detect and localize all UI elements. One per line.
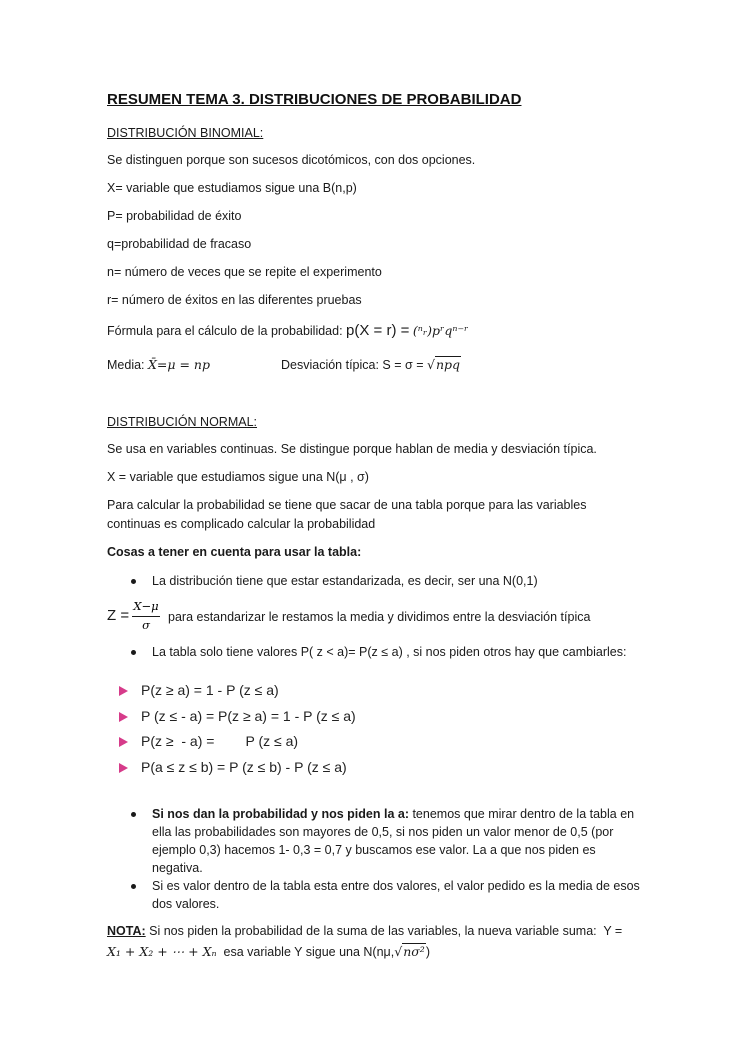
binomial-line-4: q=probabilidad de fracaso [107, 237, 252, 251]
bullet-3-line-3: ejemplo 0,3) hacemos 1- 0,3 = 0,7 y buscamos ese valor. La a que nos piden es [152, 843, 596, 857]
rule-3: P(z ≥ - a) = P (z ≤ a) [141, 733, 299, 749]
binomial-heading: DISTRIBUCIÓN BINOMIAL: [107, 126, 264, 140]
mean-value: X̄=μ = np [148, 357, 210, 372]
page-title: RESUMEN TEMA 3. DISTRIBUCIONES DE PROBABILIDAD [107, 91, 522, 108]
normal-line-3b: continuas es complicado calcular la probabilidad [107, 517, 376, 531]
binomial-sd-row [281, 357, 461, 373]
bullet-dot [131, 812, 136, 817]
formula-label: Fórmula para el cálculo de la probabilidad: [107, 324, 343, 338]
bullet-2-text: La tabla solo tiene valores P( z < a)= P(z ≤ a) , si nos piden otros hay que cambiarles: [152, 645, 627, 659]
bullet-dot [131, 579, 136, 584]
bullet-3-rest: tenemos que mirar dentro de la tabla en [408, 807, 635, 821]
rule-1: P(z ≥ a) = 1 - P (z ≤ a) [141, 682, 279, 698]
table-heading: Cosas a tener en cuenta para usar la tabla: [107, 545, 362, 559]
rule-2: P (z ≤ - a) = P(z ≥ a) = 1 - P (z ≤ a) [141, 708, 356, 724]
triangle-bullet-icon [119, 737, 128, 747]
nota-line-2 [107, 944, 430, 960]
mean-label: Media: [107, 358, 145, 372]
nota-label: NOTA: [107, 924, 146, 938]
bullet-1-text: La distribución tiene que estar estandarizada, es decir, ser una N(0,1) [152, 574, 538, 588]
bullet-3-bold: Si nos dan la probabilidad y nos piden la a: [152, 807, 409, 821]
nota-text: Si nos piden la probabilidad de la suma de las variables, la nueva variable suma: Y = [145, 924, 623, 938]
formula-lhs: p(X = r) = [346, 322, 410, 339]
sd-label: Desviación típica: S = σ = [281, 358, 424, 372]
bullet-dot [131, 650, 136, 655]
bullet-3-line-2: ella las probabilidades son mayores de 0,5, si nos piden un valor menor de 0,5 (por [152, 825, 614, 839]
z-denominator: σ [142, 618, 150, 632]
sqrt-symbol: √ [427, 357, 435, 372]
formula-rhs: (ⁿᵣ)pʳqⁿ⁻ʳ [412, 323, 469, 338]
binomial-line-2: X= variable que estudiamos sigue una B(n,p) [107, 181, 357, 195]
nota-close: ) [425, 945, 430, 959]
normal-line-3a: Para calcular la probabilidad se tiene que sacar de una tabla porque para las variables [107, 498, 587, 512]
bullet-4-line-1: Si es valor dentro de la tabla esta entre dos valores, el valor pedido es la media de esos [152, 879, 640, 893]
nota-formula: X₁ + X₂ + ⋯ + Xₙ [107, 944, 217, 959]
triangle-bullet-icon [119, 686, 128, 696]
nota-tail: esa variable Y sigue una N(nμ, [216, 945, 395, 959]
bullet-dot [131, 884, 136, 889]
nota-radicand: nσ² [403, 944, 425, 959]
binomial-line-6: r= número de éxitos en las diferentes pruebas [107, 293, 362, 307]
z-lhs: Z = [107, 607, 130, 624]
triangle-bullet-icon [119, 763, 128, 773]
bullet-3-line-4: negativa. [152, 861, 203, 875]
nota-line-1 [107, 923, 622, 939]
normal-line-2: X = variable que estudiamos sigue una N(μ , σ) [107, 470, 369, 484]
z-fraction-line [132, 616, 160, 617]
bullet-4-line-2: dos valores. [152, 897, 220, 911]
binomial-line-1: Se distinguen porque son sucesos dicotómicos, con dos opciones. [107, 153, 476, 167]
z-explanation: para estandarizar le restamos la media y dividimos entre la desviación típica [168, 610, 591, 624]
sd-radicand: npq [435, 357, 461, 372]
binomial-line-3: P= probabilidad de éxito [107, 209, 242, 223]
binomial-line-5: n= número de veces que se repite el experimento [107, 265, 382, 279]
bullet-3-line-1 [152, 806, 634, 822]
rule-4: P(a ≤ z ≤ b) = P (z ≤ b) - P (z ≤ a) [141, 759, 347, 775]
normal-heading: DISTRIBUCIÓN NORMAL: [107, 415, 258, 429]
sqrt-symbol: √ [394, 944, 403, 959]
z-numerator: X−μ [133, 599, 159, 613]
binomial-mean-row [107, 357, 210, 373]
triangle-bullet-icon [119, 712, 128, 722]
normal-line-1: Se usa en variables continuas. Se distingue porque hablan de media y desviación típica. [107, 442, 597, 456]
binomial-formula-row [107, 323, 468, 339]
